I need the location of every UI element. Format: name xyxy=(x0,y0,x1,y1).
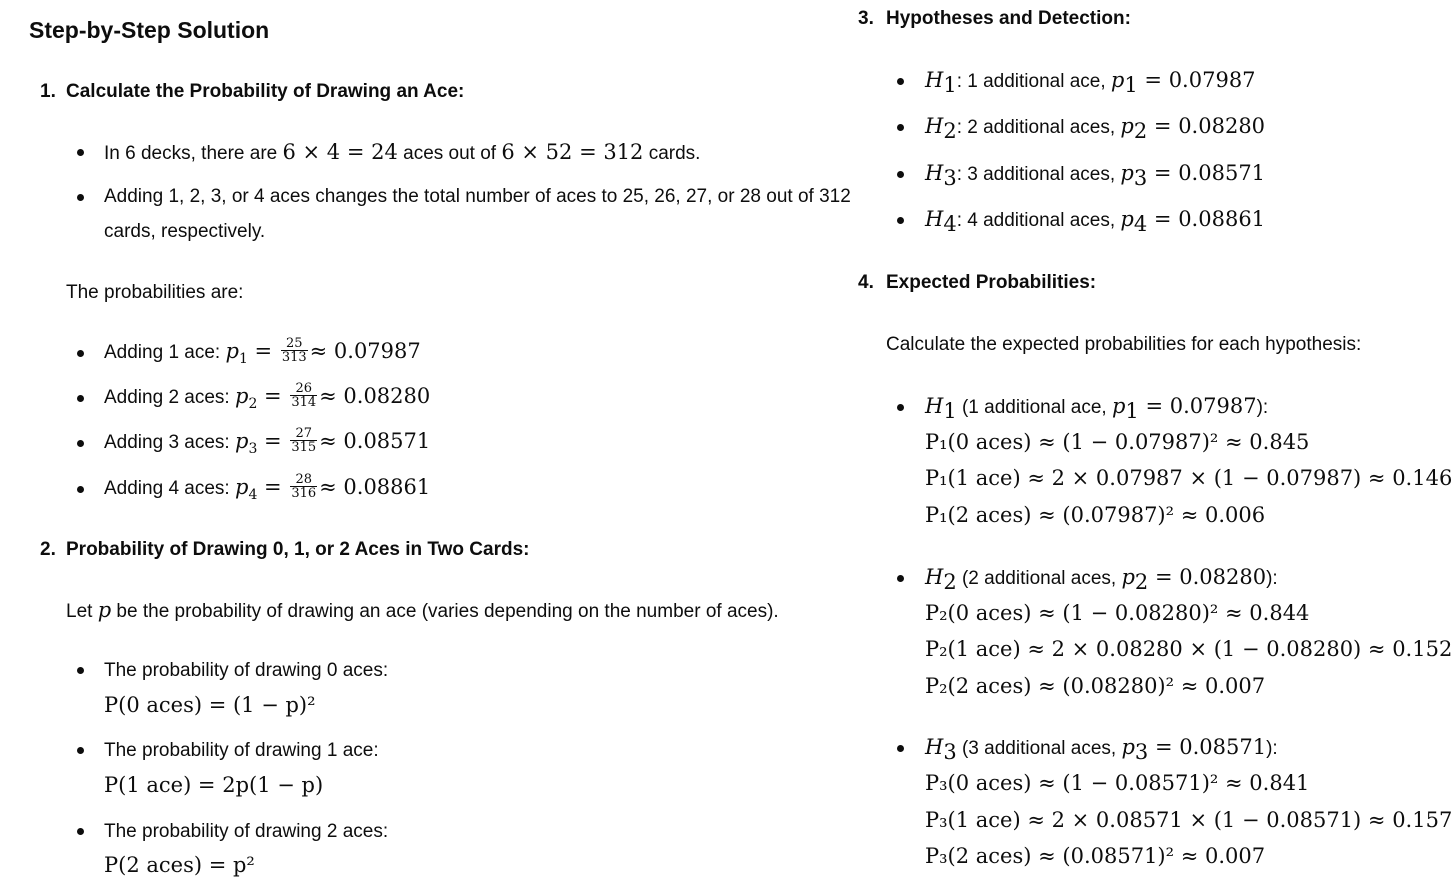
p-var: p xyxy=(1121,735,1135,759)
decks-end-text: cards. xyxy=(643,143,701,164)
h2-line-1-ace: P₂(1 ace) ≈ 2 × 0.08280 × (1 − 0.08280) ≈ 0.152 xyxy=(925,637,1453,661)
group-h2-header xyxy=(925,565,1278,594)
hypothesis-4 xyxy=(925,207,1266,236)
bullet xyxy=(77,350,84,357)
bullet xyxy=(77,486,84,493)
intro-pre: Let xyxy=(66,601,98,622)
p-value: = 0.08280 xyxy=(1148,565,1267,589)
h3-line-1-ace: P₃(1 ace) ≈ 2 × 0.08571 × (1 − 0.08571) ≈ 0.157 xyxy=(925,808,1453,832)
draw-2-formula: P(2 aces) = p² xyxy=(104,853,255,877)
prob-sub: 3 xyxy=(248,441,258,458)
section-2-number: 2. xyxy=(40,539,56,560)
fraction-numerator: 27 xyxy=(290,427,317,441)
fraction-numerator: 28 xyxy=(290,473,317,487)
group-label: (3 additional aces, xyxy=(956,738,1122,759)
p-sub: 2 xyxy=(1134,569,1149,594)
cards-count-formula: 6 × 52 = 312 xyxy=(501,140,644,164)
prob-approx: ≈ 0.08280 xyxy=(319,384,431,408)
fraction-numerator: 25 xyxy=(281,337,308,351)
group-label: (2 additional aces, xyxy=(956,568,1122,589)
section-2-intro xyxy=(66,598,779,624)
decks-text: In 6 decks, there are xyxy=(104,143,283,164)
fraction-denominator: 315 xyxy=(291,440,317,456)
bullet xyxy=(897,78,904,85)
bullet xyxy=(897,404,904,411)
hypothesis-2 xyxy=(925,114,1266,143)
p-value: = 0.07987 xyxy=(1138,394,1257,418)
prob-item-4: Adding 4 aces: $p_4$ = $\frac{28}{316}$ ≈ 0.08861 xyxy=(104,472,431,504)
h-sub: 4 xyxy=(943,211,957,236)
h-var: H xyxy=(925,114,944,138)
section-4-number: 4. xyxy=(858,272,874,293)
h3-line-0-aces: P₃(0 aces) ≈ (1 − 0.08571)² ≈ 0.841 xyxy=(925,771,1310,795)
bullet xyxy=(897,575,904,582)
prob-approx: ≈ 0.08861 xyxy=(319,475,431,499)
group-h1-header xyxy=(925,394,1269,423)
prob-approx: ≈ 0.08571 xyxy=(319,429,431,453)
bullet xyxy=(77,395,84,402)
prob-var: p xyxy=(234,475,249,499)
p-sub: 2 xyxy=(1133,118,1148,143)
group-close: ): xyxy=(1266,738,1278,759)
bullet xyxy=(897,217,904,224)
prob-item-2: Adding 2 aces: $p_2$ = $\frac{26}{314}$ ≈ 0.08280 xyxy=(104,381,431,413)
p-sub: 3 xyxy=(1133,165,1148,190)
prob-fraction xyxy=(290,427,317,454)
p-var: p xyxy=(1120,114,1134,138)
h-var: H xyxy=(925,735,944,759)
fraction-denominator: 314 xyxy=(291,395,317,411)
draw-1-formula: P(1 ace) = 2p(1 − p) xyxy=(104,773,324,797)
prob-sub: 1 xyxy=(238,351,248,368)
page-title: Step-by-Step Solution xyxy=(29,17,270,43)
hypothesis-text: : 2 additional aces, xyxy=(956,117,1121,138)
h-var: H xyxy=(925,68,944,92)
prob-label: Adding 2 aces: xyxy=(104,387,235,408)
bullet xyxy=(77,667,84,674)
p-value: = 0.07987 xyxy=(1137,68,1256,92)
bullet xyxy=(897,124,904,131)
prob-var: p xyxy=(234,384,249,408)
p-var: p xyxy=(1121,565,1135,589)
draw-1-text: The probability of drawing 1 ace: xyxy=(104,740,379,761)
prob-var: p xyxy=(234,429,249,453)
prob-sub: 2 xyxy=(248,396,258,413)
prob-label: Adding 1 ace: xyxy=(104,342,226,363)
h-sub: 2 xyxy=(943,118,957,143)
hypothesis-text: : 1 additional ace, xyxy=(956,71,1111,92)
section-4-intro: Calculate the expected probabilities for each hypothesis: xyxy=(886,334,1362,355)
fraction-numerator: 26 xyxy=(290,382,317,396)
hypothesis-text: : 3 additional aces, xyxy=(956,164,1121,185)
prob-label: Adding 4 aces: xyxy=(104,478,235,499)
p-var: p xyxy=(1120,161,1134,185)
hypothesis-1 xyxy=(925,68,1256,97)
bullet xyxy=(77,440,84,447)
p-value: = 0.08861 xyxy=(1147,207,1266,231)
adding-aces-line-1: Adding 1, 2, 3, or 4 aces changes the total number of aces to 25, 26, 27, or 28 out of 312 xyxy=(104,186,851,207)
bullet xyxy=(77,747,84,754)
draw-2-text: The probability of drawing 2 aces: xyxy=(104,821,389,842)
h-var: H xyxy=(925,161,944,185)
h1-line-0-aces: P₁(0 aces) ≈ (1 − 0.07987)² ≈ 0.845 xyxy=(925,430,1310,454)
h1-line-1-ace: P₁(1 ace) ≈ 2 × 0.07987 × (1 − 0.07987) ≈ 0.146 xyxy=(925,466,1453,490)
hypothesis-text: : 4 additional aces, xyxy=(956,210,1121,231)
p-value: = 0.08571 xyxy=(1147,161,1266,185)
intro-post: be the probability of drawing an ace (varies depending on the number of aces). xyxy=(111,601,779,622)
probabilities-intro: The probabilities are: xyxy=(66,282,244,303)
prob-fraction xyxy=(281,337,308,364)
prob-sub: 4 xyxy=(248,487,258,504)
h-var: H xyxy=(925,565,944,589)
bullet xyxy=(77,149,84,156)
h-sub: 1 xyxy=(943,398,957,423)
section-2-heading: Probability of Drawing 0, 1, or 2 Aces in Two Cards: xyxy=(66,539,530,560)
bullet xyxy=(897,745,904,752)
group-close: ): xyxy=(1256,397,1269,418)
h-sub: 3 xyxy=(943,739,957,764)
draw-0-formula: P(0 aces) = (1 − p)² xyxy=(104,693,316,717)
group-close: ): xyxy=(1266,568,1278,589)
prob-fraction xyxy=(290,473,317,500)
section-3-heading: Hypotheses and Detection: xyxy=(886,8,1131,29)
prob-fraction xyxy=(290,382,317,409)
section-1-heading: Calculate the Probability of Drawing an Ace: xyxy=(66,81,465,102)
group-h3-header xyxy=(925,735,1278,764)
prob-var: p xyxy=(225,339,239,363)
draw-0-text: The probability of drawing 0 aces: xyxy=(104,660,389,681)
h-sub: 3 xyxy=(943,165,957,190)
aces-count-formula: 6 × 4 = 24 xyxy=(282,140,398,164)
intro-var: p xyxy=(97,598,112,622)
h-var: H xyxy=(925,394,944,418)
h1-line-2-aces: P₁(2 aces) ≈ (0.07987)² ≈ 0.006 xyxy=(925,503,1266,527)
p-sub: 1 xyxy=(1124,72,1138,97)
prob-label: Adding 3 aces: xyxy=(104,432,235,453)
hypothesis-3 xyxy=(925,161,1266,190)
fraction-denominator: 316 xyxy=(291,486,317,502)
bullet xyxy=(77,194,84,201)
decks-bullet xyxy=(104,140,700,166)
prob-approx: ≈ 0.07987 xyxy=(309,339,421,363)
p-var: p xyxy=(1120,207,1134,231)
p-var: p xyxy=(1111,394,1126,418)
p-var: p xyxy=(1110,68,1125,92)
p-value: = 0.08571 xyxy=(1148,735,1267,759)
group-label: (1 additional ace, xyxy=(956,397,1112,418)
h-sub: 2 xyxy=(943,569,957,594)
h2-line-0-aces: P₂(0 aces) ≈ (1 − 0.08280)² ≈ 0.844 xyxy=(925,601,1310,625)
section-3-number: 3. xyxy=(858,8,874,29)
fraction-denominator: 313 xyxy=(281,350,307,366)
section-4-heading: Expected Probabilities: xyxy=(886,272,1097,293)
decks-mid-text: aces out of xyxy=(397,143,502,164)
bullet xyxy=(897,171,904,178)
bullet xyxy=(77,828,84,835)
p-sub: 3 xyxy=(1134,739,1149,764)
h3-line-2-aces: P₃(2 aces) ≈ (0.08571)² ≈ 0.007 xyxy=(925,844,1266,868)
adding-aces-line-2: cards, respectively. xyxy=(104,221,266,242)
p-value: = 0.08280 xyxy=(1147,114,1266,138)
prob-item-1: Adding 1 ace: $p_1$ = $\frac{25}{313}$ ≈ 0.07987 xyxy=(104,336,421,368)
section-1-number: 1. xyxy=(40,81,56,102)
p-sub: 4 xyxy=(1133,211,1148,236)
h-sub: 1 xyxy=(943,72,957,97)
h-var: H xyxy=(925,207,944,231)
prob-item-3: Adding 3 aces: $p_3$ = $\frac{27}{315}$ ≈ 0.08571 xyxy=(104,426,431,458)
h2-line-2-aces: P₂(2 aces) ≈ (0.08280)² ≈ 0.007 xyxy=(925,674,1266,698)
p-sub: 1 xyxy=(1125,398,1139,423)
